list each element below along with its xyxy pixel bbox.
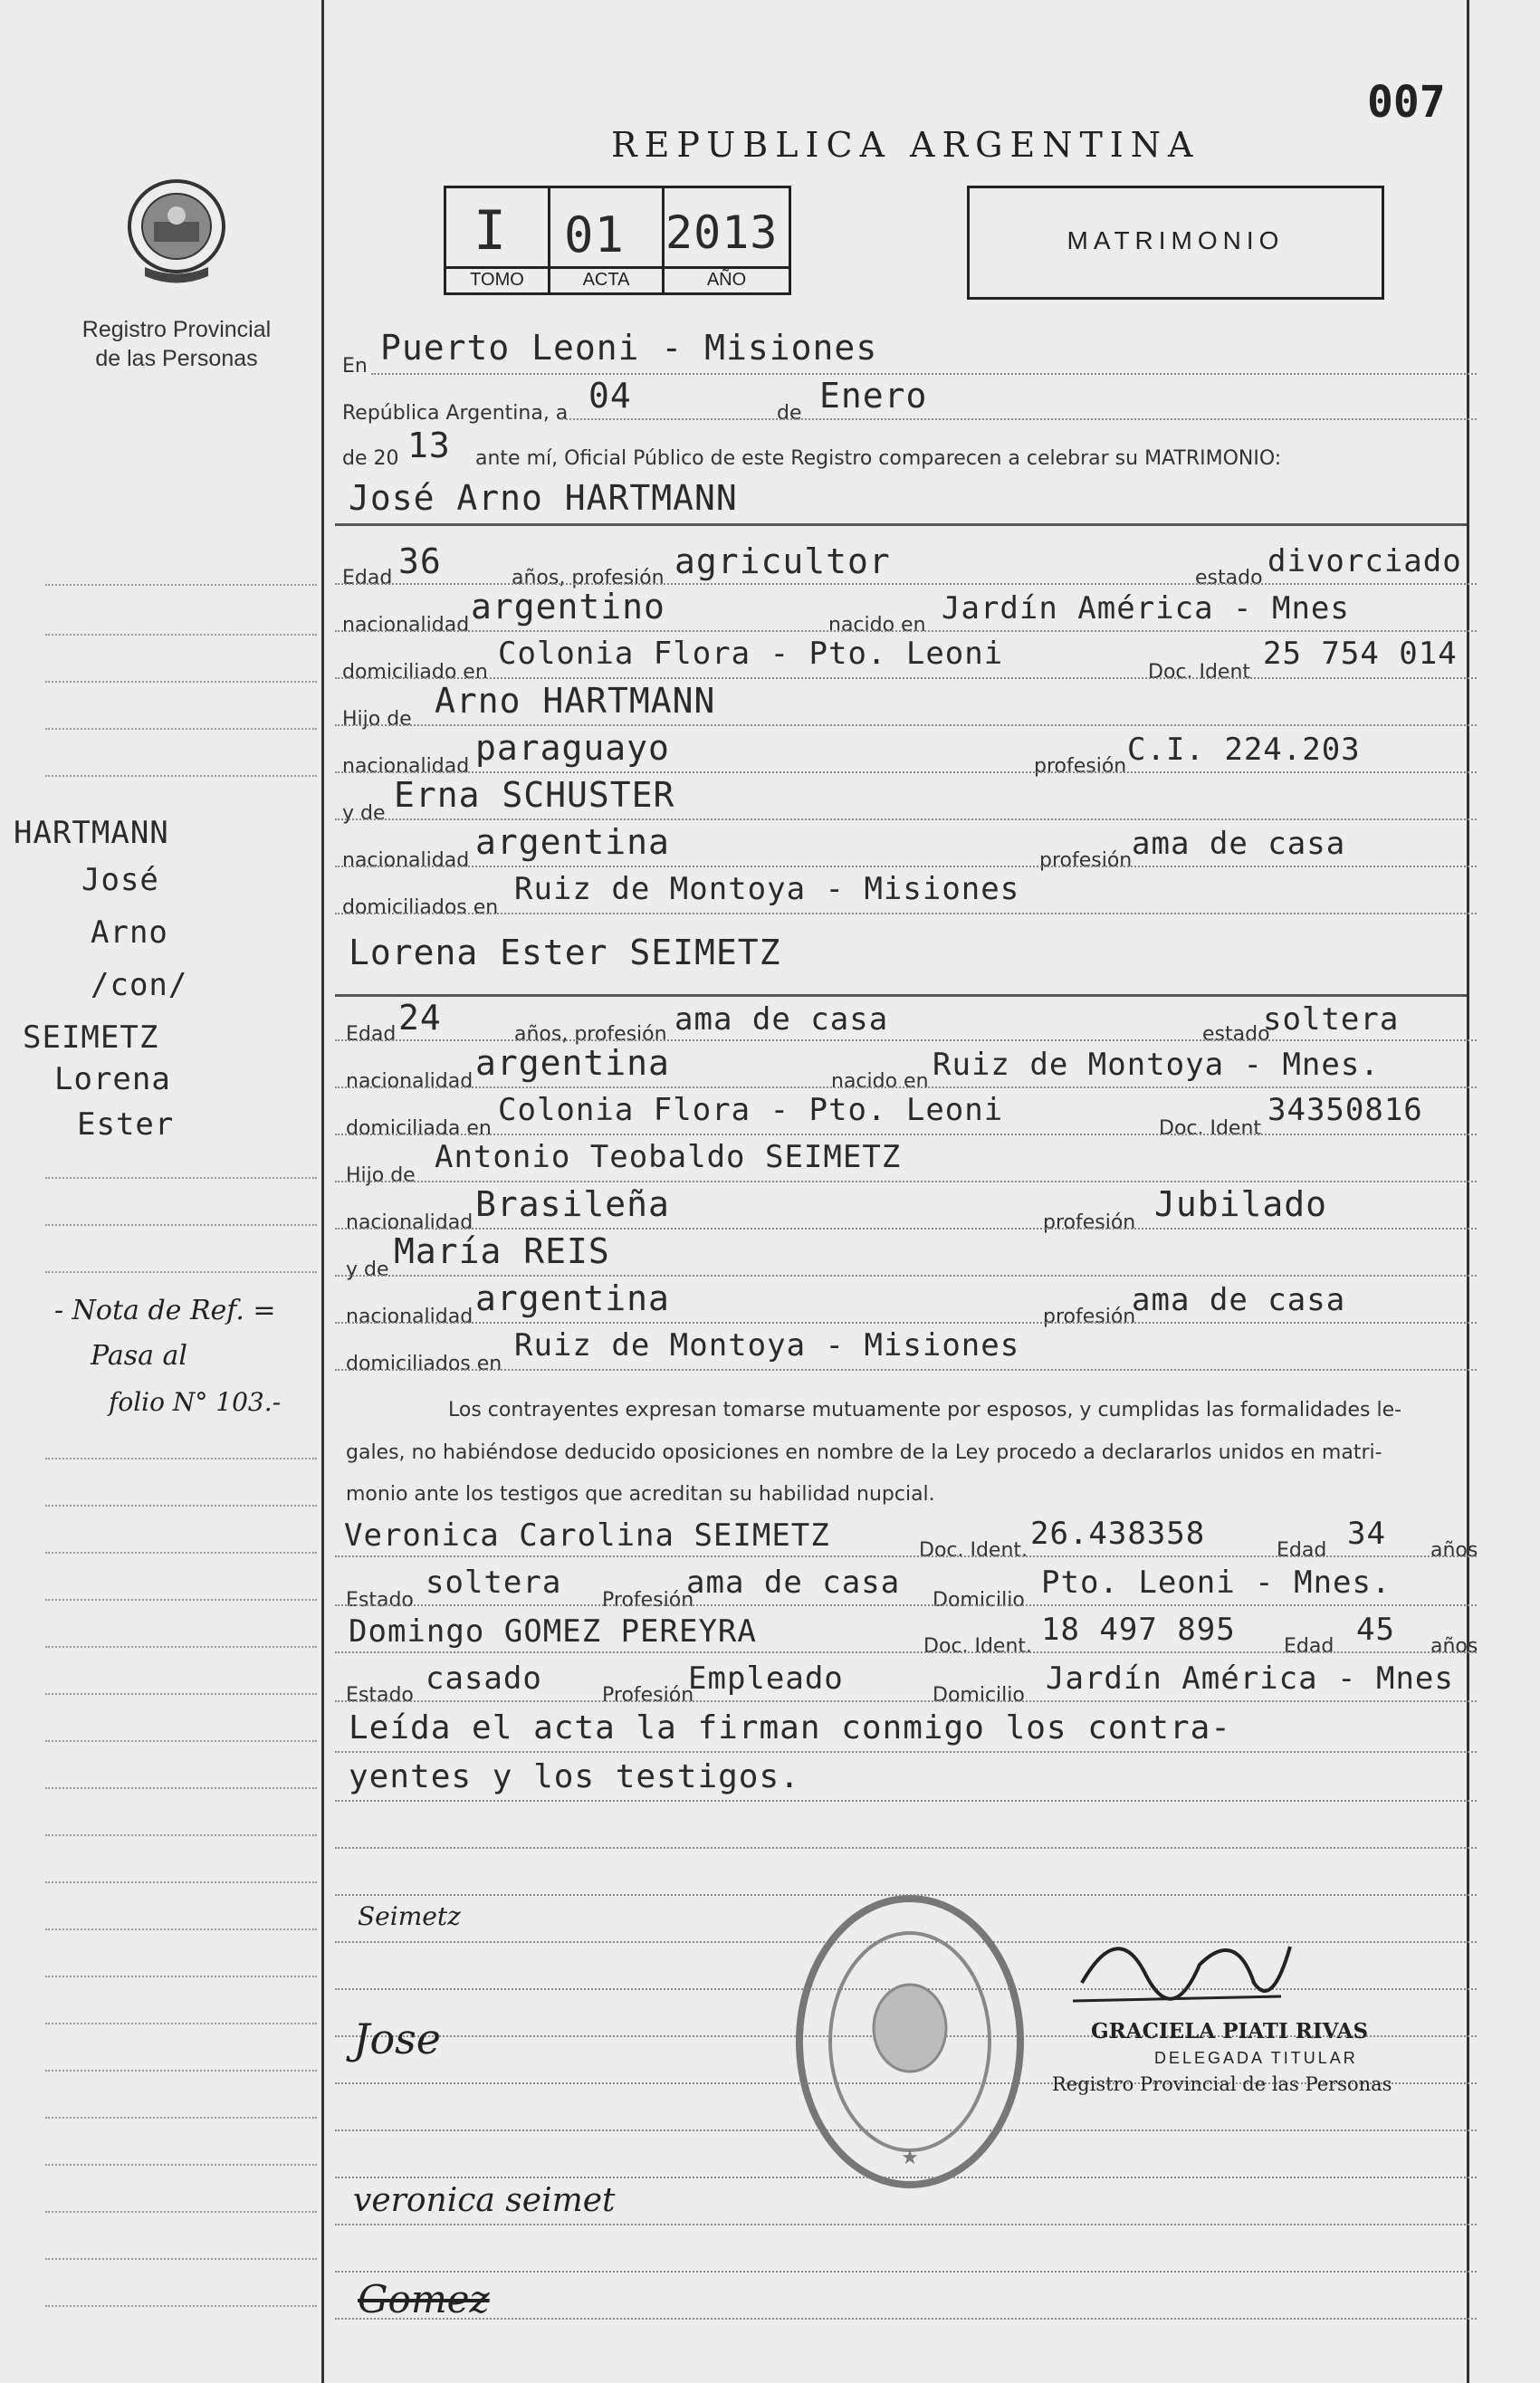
witness1-estado: soltera — [426, 1565, 562, 1601]
margin-name: José — [81, 862, 159, 898]
witness1-edad-label: Edad — [1277, 1539, 1327, 1562]
witness2-profession: Empleado — [688, 1660, 844, 1697]
bride-parents-domicile: Ruiz de Montoya - Misiones — [514, 1327, 1020, 1364]
signature-witness1: veronica seimet — [353, 2182, 616, 2219]
bride-father-nationality: Brasileña — [475, 1184, 670, 1224]
bride-nacido-label: nacido en — [831, 1070, 929, 1093]
bride-anos-label: años, profesión — [514, 1023, 667, 1046]
groom-father: Arno HARTMANN — [435, 681, 716, 721]
closing-line-1: Leída el acta la firman conmigo los contra- — [349, 1709, 1231, 1747]
groom-mother-profession: ama de casa — [1132, 826, 1346, 862]
groom-domicile: Colonia Flora - Pto. Leoni — [498, 636, 1004, 672]
page-number: 007 — [1367, 77, 1446, 128]
witness2-estado-label: Estado — [346, 1684, 414, 1707]
groom-father-prof-label: profesión — [1034, 755, 1127, 778]
day-value: 04 — [588, 376, 632, 416]
witness2-estado: casado — [426, 1660, 542, 1697]
bride-birthplace: Ruiz de Montoya - Mnes. — [933, 1047, 1380, 1083]
margin-note-line: folio N° 103.- — [109, 1387, 282, 1417]
left-page-border — [321, 0, 324, 2383]
act-type: MATRIMONIO — [1067, 226, 1285, 254]
country-title: REPUBLICA ARGENTINA — [611, 125, 1200, 165]
bride-yde-label: y de — [346, 1258, 389, 1281]
groom-yde-label: y de — [342, 802, 386, 825]
witness2-doc: 18 497 895 — [1041, 1612, 1236, 1648]
witness1-doc: 26.438358 — [1030, 1516, 1206, 1552]
bride-mother-profession: ama de casa — [1132, 1282, 1346, 1318]
margin-note-line: - Nota de Ref. = — [54, 1295, 276, 1326]
witness2-age: 45 — [1356, 1612, 1395, 1648]
margin-name: Lorena — [54, 1061, 171, 1097]
groom-nacido-label: nacido en — [828, 614, 926, 636]
bride-father: Antonio Teobaldo SEIMETZ — [435, 1139, 902, 1175]
tomo-label: TOMO — [470, 270, 524, 290]
bride-age: 24 — [398, 998, 442, 1038]
anio-label: AÑO — [706, 270, 747, 290]
signature-witness2: Gomez — [358, 2277, 490, 2321]
margin-name: HARTMANN — [14, 815, 169, 851]
groom-parents-domicile: Ruiz de Montoya - Misiones — [514, 871, 1020, 907]
bride-domicile: Colonia Flora - Pto. Leoni — [498, 1092, 1004, 1128]
statement-line-3: monio ante los testigos que acreditan su habilidad nupcial. — [346, 1483, 935, 1506]
groom-mother: Erna SCHUSTER — [394, 775, 675, 815]
year-prefix: de 20 — [342, 447, 399, 470]
margin-name: Arno — [91, 914, 168, 951]
groom-profession: agricultor — [674, 541, 891, 581]
bride-mother-nationality: argentina — [475, 1278, 670, 1318]
bride-edad-label: Edad — [346, 1023, 397, 1046]
bride-hijo-label: Hijo de — [346, 1164, 416, 1187]
intro-text: ante mí, Oficial Público de este Registro comparecen a celebrar su MATRIMONIO: — [475, 447, 1282, 470]
groom-age: 36 — [398, 541, 442, 581]
witness2-name: Domingo GOMEZ PEREYRA — [349, 1613, 757, 1650]
official-registry: Registro Provincial de las Personas — [1052, 2073, 1392, 2095]
en-label: En — [342, 355, 368, 378]
groom-hijo-label: Hijo de — [342, 708, 412, 731]
registry-name: Registro Provincial de las Personas — [81, 317, 272, 371]
groom-mother-prof-label: profesión — [1039, 849, 1133, 872]
margin-note-line: Pasa al — [91, 1340, 188, 1372]
margin-name: /con/ — [91, 967, 188, 1003]
witness1-name: Veronica Carolina SEIMETZ — [344, 1517, 830, 1554]
groom-dom-label: domiciliado en — [342, 661, 488, 684]
witness2-prof-label: Profesión — [602, 1684, 694, 1707]
groom-anos-label: años, profesión — [512, 567, 665, 589]
signature-bride: Seimetz — [358, 1901, 461, 1931]
bride-estado-label: estado — [1202, 1023, 1270, 1046]
witness2-doc-label: Doc. Ident. — [923, 1635, 1033, 1658]
margin-name: Ester — [77, 1106, 175, 1143]
groom-parents-dom-label: domiciliados en — [342, 896, 499, 919]
year-suffix: 13 — [407, 426, 451, 465]
witness1-age: 34 — [1347, 1516, 1386, 1552]
bride-profession: ama de casa — [674, 1001, 889, 1038]
groom-edad-label: Edad — [342, 567, 393, 589]
bride-mother: María REIS — [394, 1231, 610, 1271]
witness1-prof-label: Profesión — [602, 1589, 694, 1612]
groom-mother-nationality: argentina — [475, 822, 670, 862]
bride-mother-nat-label: nacionalidad — [346, 1306, 473, 1328]
official-name: GRACIELA PIATI RIVAS — [1091, 2019, 1369, 2043]
bride-father-profession: Jubilado — [1154, 1184, 1328, 1224]
groom-nat-label: nacionalidad — [342, 614, 470, 636]
bride-dom-label: domiciliada en — [346, 1117, 492, 1140]
groom-father-nationality: paraguayo — [475, 728, 670, 768]
witness1-profession: ama de casa — [686, 1565, 901, 1601]
right-page-border — [1467, 0, 1469, 2383]
groom-doc-label: Doc. Ident — [1148, 661, 1251, 684]
margin-name: SEIMETZ — [23, 1019, 159, 1056]
bride-name: Lorena Ester SEIMETZ — [349, 933, 781, 972]
bride-father-prof-label: profesión — [1043, 1211, 1136, 1234]
tomo-value: I — [473, 199, 508, 263]
witness1-doc-label: Doc. Ident. — [919, 1539, 1028, 1562]
act-type-box — [967, 186, 1384, 300]
witness1-estado-label: Estado — [346, 1589, 414, 1612]
svg-text:★: ★ — [901, 2146, 919, 2168]
acta-label: ACTA — [582, 270, 630, 290]
groom-nationality: argentino — [471, 587, 665, 627]
witness1-domicile: Pto. Leoni - Mnes. — [1041, 1565, 1392, 1601]
groom-name: José Arno HARTMANN — [349, 478, 738, 518]
signature-groom: Jose — [353, 2015, 441, 2063]
acta-value: 01 — [564, 206, 626, 263]
bride-nat-label: nacionalidad — [346, 1070, 473, 1093]
witness2-anos-label: años — [1430, 1635, 1478, 1658]
witness2-domicile: Jardín América - Mnes — [1046, 1660, 1454, 1697]
bride-doc-label: Doc. Ident — [1159, 1117, 1262, 1140]
witness2-dom-label: Domicilio — [933, 1684, 1025, 1707]
bride-nationality: argentina — [475, 1043, 670, 1083]
official-stamp — [792, 1892, 1028, 2191]
bride-doc: 34350816 — [1267, 1092, 1423, 1128]
witness1-dom-label: Domicilio — [933, 1589, 1025, 1612]
groom-mother-nat-label: nacionalidad — [342, 849, 470, 872]
groom-father-profession: C.I. 224.203 — [1127, 732, 1361, 768]
provincial-seal — [118, 172, 235, 299]
statement-line-2: gales, no habiéndose deducido oposiciones en nombre de la Ley procedo a declararlos unidos en matri- — [346, 1441, 1382, 1464]
groom-estado: divorciado — [1267, 543, 1462, 579]
closing-line-2: yentes y los testigos. — [349, 1758, 800, 1795]
groom-birthplace: Jardín América - Mnes — [942, 590, 1350, 627]
place-value: Puerto Leoni - Misiones — [380, 328, 878, 368]
groom-doc: 25 754 014 — [1263, 636, 1458, 672]
republica-label: República Argentina, a — [342, 402, 569, 425]
bride-estado: soltera — [1263, 1001, 1400, 1038]
groom-estado-label: estado — [1195, 567, 1263, 589]
bride-father-nat-label: nacionalidad — [346, 1211, 473, 1234]
month-de-label: de — [777, 402, 802, 425]
bride-parents-dom-label: domiciliados en — [346, 1353, 502, 1375]
groom-father-nat-label: nacionalidad — [342, 755, 470, 778]
witness2-edad-label: Edad — [1284, 1635, 1334, 1658]
record-id-box — [444, 186, 791, 295]
witness1-anos-label: años — [1430, 1539, 1478, 1562]
bride-mother-prof-label: profesión — [1043, 1306, 1136, 1328]
official-title: DELEGADA TITULAR — [1154, 2049, 1358, 2067]
statement-line-1: Los contrayentes expresan tomarse mutuamente por esposos, y cumplidas las formalidades le- — [448, 1399, 1402, 1421]
anio-value: 2013 — [665, 206, 779, 259]
month-value: Enero — [819, 376, 928, 416]
